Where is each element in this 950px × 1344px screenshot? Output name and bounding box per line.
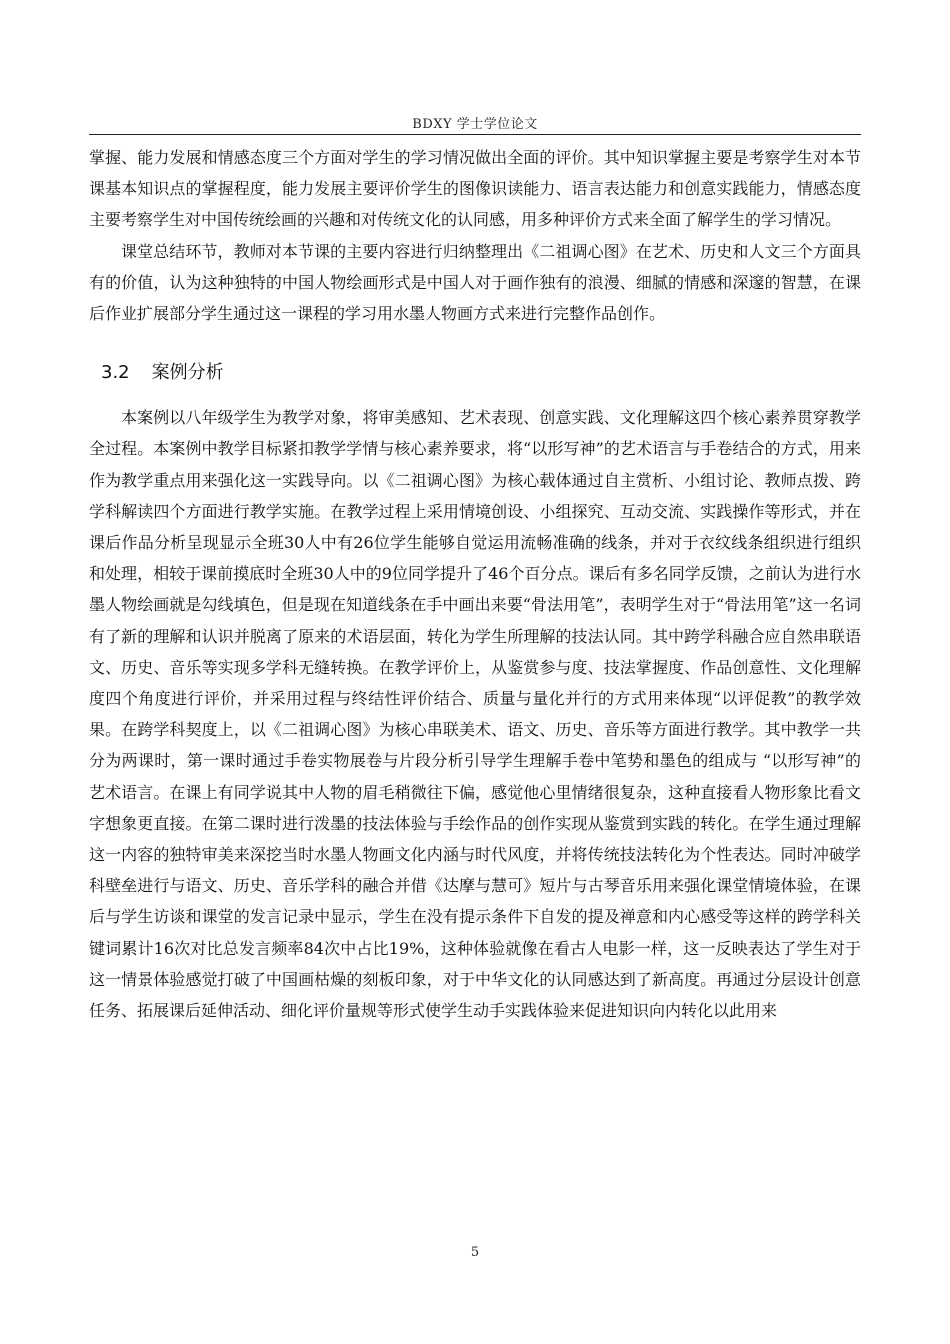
section-heading xyxy=(101,358,861,388)
body-text xyxy=(89,142,861,1026)
paragraph-continued: 掌握、能力发展和情感态度三个方面对学生的学习情况做出全面的评价。其中知识掌握主要是考察学生对本节课基本知识点的掌握程度，能力发展主要评价学生的图像识读能力、语言表达能力和创意实践能力，情感态度主要考察学生对中国传统绘画的兴趣和对传统文化的认同感，用多种评价方式来全面了解学生的学习情况。 xyxy=(89,148,861,230)
paragraph-class-summary: 课堂总结环节，教师对本节课的主要内容进行归纳整理出《二祖调心图》在艺术、历史和人文三个方面具有的价值，认为这种独特的中国人物绘画形式是中国人对于画作独有的浪漫、细腻的情感和深邃的智慧，在课后作业扩展部分学生通过这一课程的学习用水墨人物画方式来进行完整作品创作。 xyxy=(89,241,861,324)
page-number: 5 xyxy=(470,1245,480,1260)
section-title: 案例分析 xyxy=(151,362,224,384)
paragraph-case-analysis: 本案例以八年级学生为教学对象，将审美感知、艺术表现、创意实践、文化理解这四个核心素养贯穿教学全过程。本案例中教学目标紧扣教学学情与核心素养要求，将“以形写神”的艺术语言与手卷结合的方式，用来作为教学重点用来强化这一实践导向。以《二祖调心图》为核心载体通过自主赏析、小组讨论、教师点拨、跨学科解读四个方面进行教学实施。在教学过程上采用情境创设、小组探究、互动交流、实践操作等形式，并在课后作品分析呈现显示全班30人中有26位学生能够自觉运用流畅准确的线条，并对于衣纹线条组织进行组织和处理，相较于课前摸底时全班30人中的9位同学提升了46个百分点。课后有多名同学反馈，之前认为进行水墨人物绘画就是勾线填色，但是现在知道线条在手中画出来要“骨法用笔”，表明学生对于“骨法用笔”这一名词有了新的理解和认识并脱离了原来的术语层面，转化为学生所理解的技法认同。其中跨学科融合应自然串联语文、历史、音乐等实现多学科无缝转换。在教学评价上，从鉴赏参与度、技法掌握度、作品创意性、文化理解度四个角度进行评价，并采用过程与终结性评价结合、质量与量化并行的方式用来体现“以评促教”的教学效果。在跨学科契度上，以《二祖调心图》为核心串联美术、语文、历史、音乐等方面进行教学。其中教学一共分为两课时，第一课时通过手卷实物展卷与片段分析引导学生理解手卷中笔势和墨色的组成与 “以形写神”的艺术语言。在课上有同学说其中人物的眉毛稍微往下偏，感觉他心里情绪很复杂，这种直接看人物形象比看文字想象更直接。在第二课时进行泼墨的技法体验与手绘作品的创作实现从鉴赏到实践的转化。在学生通过理解这一内容的独特审美来深挖当时水墨人物画文化内涵与时代风度，并将传统技法转化为个性表达。同时冲破学科壁垒进行与语文、历史、音乐学科的融合并借《达摩与慧可》短片与古琴音乐用来强化课堂情境体验，在课后与学生访谈和课堂的发言记录中显示，学生在没有提示条件下自发的提及禅意和内心感受等这样的跨学科关键词累计16次对比总发言频率84次中占比19%，这种体验就像在看古人电影一样，这一反映表达了学生对于这一情景体验感觉打破了中国画枯燥的刻板印象，对于中华文化的认同感达到了新高度。再通过分层设计创意任务、拓展课后延伸活动、细化评价量规等形式使学生动手实践体验来促进知识向内转化以此用来 xyxy=(89,408,861,1021)
running-header: BDXY 学士学位论文 xyxy=(412,117,538,132)
header-divider xyxy=(89,134,861,135)
section-number: 3.2 xyxy=(101,362,130,384)
